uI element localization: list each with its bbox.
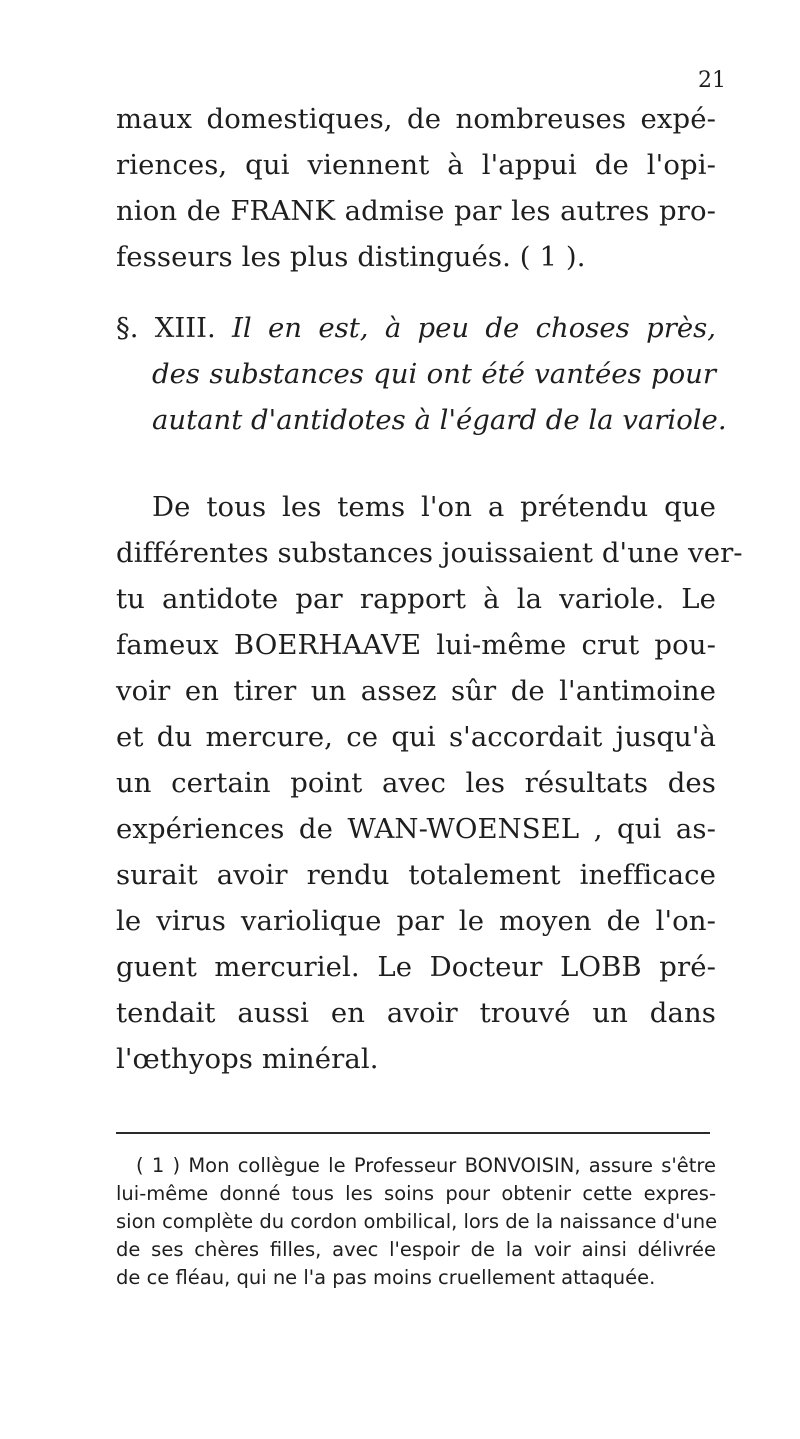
footnote-divider	[116, 1132, 710, 1134]
footnote-line: sion complète du cordon ombilical, lors de la naissance d'une	[116, 1210, 718, 1233]
section-label: §. XIII.	[116, 312, 216, 344]
section-title-line: des substances qui ont été vantées pour	[152, 358, 716, 390]
main-paragraph	[116, 484, 743, 1082]
text-line: surait avoir rendu totalement inefficace	[116, 859, 716, 891]
section-title-line: Il en est, à peu de choses près,	[232, 312, 716, 344]
section-heading	[116, 305, 727, 443]
text-line: le virus variolique par le moyen de l'on-	[116, 905, 716, 937]
footnote-line: lui-même donné tous les soins pour obtenir cette expres-	[116, 1182, 716, 1205]
page-number: 21	[698, 68, 726, 93]
text-line: et du mercure, ce qui s'accordait jusqu'à	[116, 721, 716, 753]
section-title-line: autant d'antidotes à l'égard de la variole.	[152, 404, 727, 436]
text-line: maux domestiques, de nombreuses expé-	[116, 103, 716, 135]
text-line: expériences de WAN-WOENSEL , qui as-	[116, 813, 716, 845]
footnote-line: de ce fléau, qui ne l'a pas moins cruellement attaquée.	[116, 1266, 656, 1289]
text-line: différentes substances jouissaient d'une ver-	[116, 537, 743, 569]
footnote-line: ( 1 ) Mon collègue le Professeur BONVOISIN, assure s'être	[136, 1154, 716, 1177]
continued-paragraph	[116, 96, 716, 280]
footnote	[116, 1152, 716, 1292]
text-line: un certain point avec les résultats des	[116, 767, 716, 799]
text-line: l'œthyops minéral.	[116, 1043, 379, 1075]
text-line: voir en tirer un assez sûr de l'antimoine	[116, 675, 716, 707]
text-line: fesseurs les plus distingués. ( 1 ).	[116, 241, 586, 273]
section-heading-line	[116, 305, 716, 351]
text-line: tendait aussi en avoir trouvé un dans	[116, 997, 716, 1029]
text-line: De tous les tems l'on a prétendu que	[152, 491, 716, 523]
text-line: fameux BOERHAAVE lui-même crut pou-	[116, 629, 716, 661]
text-line: riences, qui viennent à l'appui de l'opi-	[116, 149, 716, 181]
text-line: tu antidote par rapport à la variole. Le	[116, 583, 716, 615]
footnote-line: de ses chères filles, avec l'espoir de la voir ainsi délivrée	[116, 1238, 716, 1261]
text-line: guent mercuriel. Le Docteur LOBB pré-	[116, 951, 716, 983]
text-line: nion de FRANK admise par les autres pro-	[116, 195, 716, 227]
